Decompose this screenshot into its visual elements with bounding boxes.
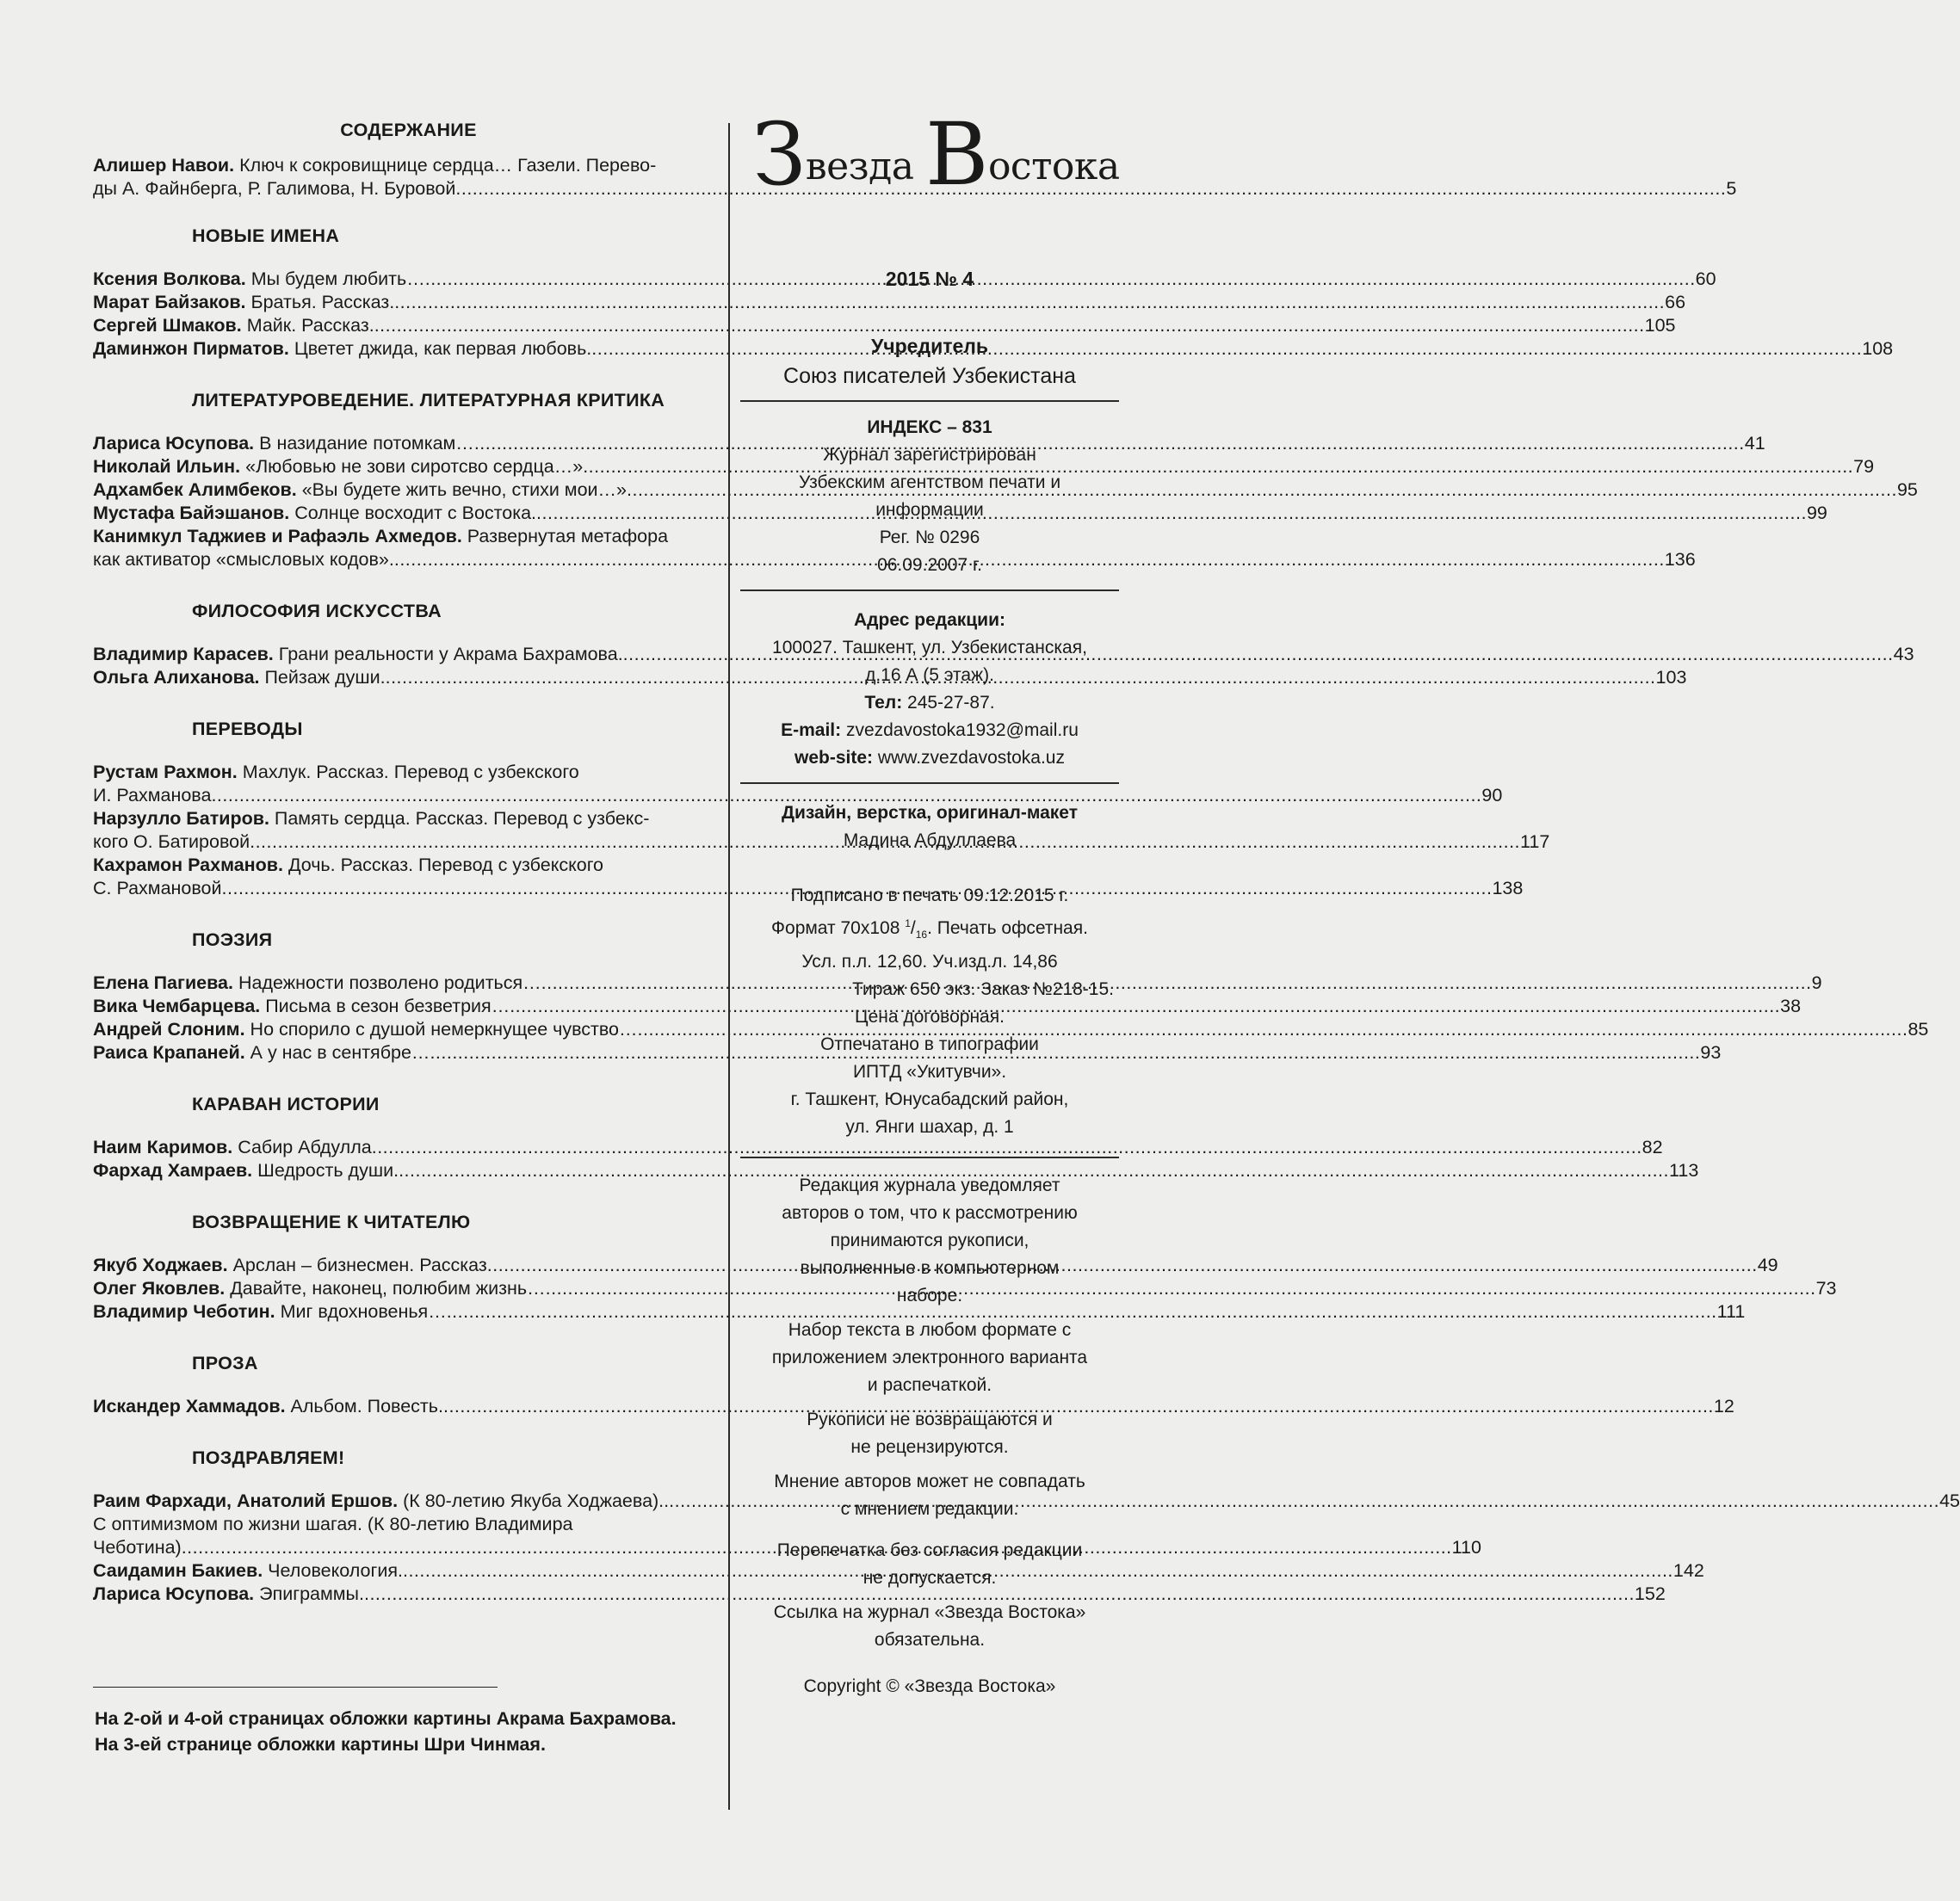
entry-page: 95 (1896, 479, 1918, 500)
format-denominator: 16 (915, 929, 928, 941)
print-line: г. Ташкент, Юнусабадский район, (790, 1089, 1069, 1110)
entry-author: Даминжон Пирматов. (93, 338, 289, 359)
designer-name: Мадина Абдуллаева (843, 830, 1017, 850)
toc-entry[interactable] (93, 1395, 1734, 1418)
divider (740, 1157, 1119, 1158)
entry-page: 136 (1664, 549, 1696, 570)
phone-number: 245-27-87. (902, 693, 995, 713)
entry-page: 105 (1644, 315, 1676, 336)
entry-author: Наим Каримов. (93, 1137, 233, 1157)
entry-text (93, 666, 386, 689)
entry-text (93, 268, 425, 291)
toc-entry[interactable] (93, 761, 1503, 807)
registration-line: Журнал зарегистрирован (823, 445, 1036, 465)
registration-line: Узбекским агентством печати и (798, 472, 1061, 492)
entry-page: 38 (1780, 996, 1802, 1016)
logo-text: везда (805, 145, 925, 188)
entry-text (93, 1559, 403, 1583)
toc-entry[interactable] (93, 314, 1676, 337)
leader-dots (487, 1254, 1758, 1277)
entry-title: Давайте, наконец, полюбим жизнь… (225, 1278, 546, 1299)
format-text: . Печать офсетная. (927, 918, 1088, 938)
entry-title-cont: ды А. Файнберга, Р. Галимова, Н. Буровой (93, 178, 456, 199)
copyright: Copyright © «Звезда Востока» (803, 1676, 1056, 1697)
entry-author: Андрей Слоним. (93, 1019, 245, 1040)
entry-page: 66 (1665, 292, 1686, 312)
entry-author: Мустафа Байэшанов. (93, 503, 290, 523)
entry-title: Эпиграммы. (254, 1583, 364, 1604)
entry-title: Но спорило с душой немеркнущее чувство… (244, 1019, 638, 1040)
entry-title: Память сердца. Рассказ. Перевод с узбекс- (269, 808, 650, 829)
print-format: Формат 70х108 $^1/_{16}$. Печать офсетная. (771, 917, 1088, 941)
print-line: Тираж 650 экз. Заказ №218-15. (852, 979, 1114, 1000)
logo-text: остока (987, 145, 1120, 188)
section-heading: ЛИТЕРАТУРОВЕДЕНИЕ. ЛИТЕРАТУРНАЯ КРИТИКА (192, 390, 665, 410)
entry-title-cont: как активатор «смысловых кодов». (93, 549, 394, 570)
entry-title: Сабир Абдулла (232, 1137, 372, 1157)
entry-author: Сергей Шмаков. (93, 315, 242, 336)
entry-page: 117 (1520, 831, 1550, 852)
entry-author: Ксения Волкова. (93, 268, 246, 289)
entry-title: Ключ к сокровищнице сердца… Газели. Перево- (234, 155, 657, 176)
entry-page: 90 (1481, 785, 1503, 805)
entry-text (93, 314, 374, 337)
entry-text (93, 1136, 372, 1159)
entry-title-cont: Чеботина) (93, 1537, 182, 1558)
entry-page: 110 (1451, 1537, 1481, 1558)
section-heading: ПЕРЕВОДЫ (192, 719, 303, 739)
entry-author: Владимир Чеботин. (93, 1301, 275, 1322)
notice-line: авторов о том, что к рассмотрению (782, 1203, 1078, 1224)
divider (740, 589, 1119, 591)
entry-author: Елена Пагиева. (93, 972, 233, 993)
entry-page: 108 (1862, 338, 1894, 359)
toc-entry[interactable] (93, 1583, 1666, 1606)
entry-title-cont: С. Рахмановой (93, 878, 222, 898)
entry-page: 45 (1939, 1491, 1960, 1511)
masthead (745, 104, 1120, 1700)
notice-line: Редакция журнала уведомляет (799, 1176, 1060, 1196)
format-text: Формат 70х108 (771, 918, 906, 938)
entry-author: Канимкул Таджиев и Рафаэль Ахмедов. (93, 526, 462, 546)
entry-text (93, 1159, 399, 1182)
entry-title: «Вы будете жить вечно, стихи мои…» (296, 479, 628, 500)
phone-label: Тел: (864, 693, 903, 713)
entry-title: С оптимизмом по жизни шагая. (К 80-летию Владимира (93, 1514, 573, 1534)
print-line: Цена договорная. (855, 1007, 1005, 1028)
notice-line: выполненные в компьютерном (800, 1258, 1060, 1279)
entry-title: А у нас в сентябре… (244, 1042, 430, 1063)
divider (740, 400, 1119, 402)
entry-page: 5 (1726, 178, 1737, 199)
divider (740, 782, 1119, 784)
notice-line: наборе. (896, 1286, 963, 1306)
entry-author: Марат Байзаков. (93, 292, 246, 312)
format-numerator: 1 (905, 917, 911, 929)
entry-title: Грани реальности у Акрама Бахрамова. (273, 644, 623, 664)
entry-text (93, 1277, 546, 1300)
entry-author: Фархад Хамраев. (93, 1160, 253, 1181)
notice-line: Набор текста в любом формате с (788, 1320, 1072, 1341)
footnote-rule (93, 1687, 498, 1688)
entry-author: Раиса Крапаней. (93, 1042, 245, 1063)
entry-text (93, 1300, 447, 1324)
entry-author: Нарзулло Батиров. (93, 808, 269, 829)
entry-text (93, 337, 591, 361)
entry-text (93, 643, 623, 666)
toc-entry[interactable] (93, 1136, 1663, 1159)
entry-page: 12 (1713, 1396, 1734, 1416)
registration-line: информации (875, 500, 984, 520)
entry-title: Письма в сезон безветрия… (260, 996, 510, 1016)
toc-entry[interactable] (93, 291, 1686, 314)
registration-block (745, 441, 1114, 579)
entry-title: Арслан – бизнесмен. Рассказ (227, 1255, 487, 1275)
entry-title: Пейзаж души. (259, 667, 386, 688)
entry-title: Развернутая метафора (461, 526, 669, 546)
entry-page: 113 (1669, 1160, 1699, 1181)
print-line: ул. Янги шахар, д. 1 (845, 1117, 1014, 1138)
entry-author: Алишер Навои. (93, 155, 235, 176)
entry-page: 93 (1700, 1042, 1722, 1063)
entry-author: Олег Яковлев. (93, 1278, 226, 1299)
issue-number: 2015 № 4 (885, 268, 974, 290)
entry-title-cont: кого О. Батировой (93, 831, 250, 852)
entry-author: Якуб Ходжаев. (93, 1255, 228, 1275)
leader-dots (536, 502, 1807, 525)
entry-page: 73 (1815, 1278, 1837, 1299)
entry-author: Раим Фархади, Анатолий Ершов. (93, 1491, 399, 1511)
notice-line: обязательна. (874, 1630, 986, 1651)
entry-text (93, 1018, 638, 1041)
section-heading: ПОЭЗИЯ (192, 929, 273, 950)
column-divider (728, 123, 730, 1810)
address-label: Адрес редакции: (854, 610, 1005, 630)
entry-text (93, 432, 474, 455)
logo-initial: В (924, 104, 988, 205)
entry-page: 49 (1757, 1255, 1778, 1275)
entry-title: Надежности позволено родиться… (233, 972, 541, 993)
entry-text (93, 291, 394, 314)
logo-initial: З (752, 104, 806, 205)
cover-art-note-line: На 3-ей странице обложки картины Шри Чинмая. (95, 1734, 546, 1755)
notice-line: не рецензируются. (850, 1437, 1009, 1458)
entry-text (93, 995, 510, 1018)
entry-page: 111 (1716, 1301, 1746, 1322)
entry-page: 82 (1642, 1137, 1663, 1157)
leader-dots (546, 1277, 1816, 1300)
entry-title: Братья. Рассказ. (245, 292, 395, 312)
entry-title: Солнце восходит с Востока. (289, 503, 537, 523)
entry-title-cont: И. Рахманова (93, 785, 212, 805)
website-url[interactable]: www.zvezdavostoka.uz (873, 748, 1065, 768)
email-label: E-mail: (781, 720, 842, 740)
entry-title: (К 80-летию Якуба Ходжаева).. (398, 1491, 670, 1511)
section-heading: ФИЛОСОФИЯ ИСКУССТВА (192, 601, 442, 621)
entry-author: Лариса Юсупова. (93, 1583, 255, 1604)
notice-line: с мнением редакции. (840, 1499, 1019, 1520)
website-label: web-site: (795, 748, 874, 768)
entry-title: Шедрость души. (252, 1160, 399, 1181)
entry-text (93, 478, 627, 502)
email-address[interactable]: zvezdavostoka1932@mail.ru (841, 720, 1079, 740)
entry-text (93, 502, 536, 525)
toc-entry[interactable] (93, 1018, 1929, 1041)
entry-page: 103 (1655, 667, 1687, 688)
entry-page: 41 (1744, 433, 1765, 454)
phone (745, 689, 1114, 717)
address-line: д.16 А (5 этаж). (865, 665, 994, 685)
entry-page: 9 (1811, 972, 1822, 993)
entry-author: Рустам Рахмон. (93, 762, 238, 782)
entry-page: 152 (1634, 1583, 1666, 1604)
entry-title: Миг вдохновенья… (275, 1301, 447, 1322)
leader-dots (541, 972, 1812, 995)
founder-name: Союз писателей Узбекистана (783, 364, 1076, 388)
entry-page: 99 (1806, 503, 1827, 523)
entry-author: Искандер Хаммадов. (93, 1396, 286, 1416)
entry-title: Цветет джида, как первая любовь. (288, 338, 592, 359)
section-heading: КАРАВАН ИСТОРИИ (192, 1094, 380, 1114)
entry-text (93, 1395, 443, 1418)
entry-page: 138 (1492, 878, 1524, 898)
entry-text (93, 972, 541, 995)
design-label: Дизайн, верстка, оригинал-макет (782, 803, 1078, 823)
entry-author: Кахрамон Рахманов. (93, 855, 283, 875)
cover-art-note (95, 1706, 732, 1757)
notice-line: и распечаткой. (867, 1375, 992, 1396)
cover-art-note-line: На 2-ой и 4-ой страницах обложки картины Акрама Бахрамова. (95, 1708, 677, 1729)
notice-line: Мнение авторов может не совпадать (774, 1472, 1085, 1492)
entry-title: Махлук. Рассказ. Перевод с узбекского (237, 762, 579, 782)
toc-title: СОДЕРЖАНИЕ (340, 120, 477, 140)
notice-line: принимаются рукописи, (830, 1231, 1029, 1251)
entry-author: Вика Чембарцева. (93, 996, 261, 1016)
entry-author: Лариса Юсупова. (93, 433, 255, 454)
entry-title: Мы будем любить… (245, 268, 425, 289)
toc-entry[interactable] (93, 1159, 1699, 1182)
entry-page: 85 (1907, 1019, 1929, 1040)
entry-text (93, 455, 583, 478)
entry-title: В назидание потомкам… (254, 433, 474, 454)
entry-text (93, 1490, 669, 1513)
entry-author: Саидамин Бакиев. (93, 1560, 263, 1581)
entry-page: 142 (1672, 1560, 1704, 1581)
subscription-index: ИНДЕКС – 831 (867, 417, 992, 437)
address-line: 100027. Ташкент, ул. Узбекистанская, (772, 638, 1087, 657)
entry-author: Адхамбек Алимбеков. (93, 479, 297, 500)
entry-author: Николай Ильин. (93, 456, 241, 477)
notice-line: не допускается. (863, 1568, 997, 1589)
entry-page: 79 (1853, 456, 1875, 477)
entry-text (93, 1583, 364, 1606)
print-line: ИПТД «Укитувчи». (852, 1062, 1007, 1083)
entry-title: «Любовью не зови сиротсво сердца…» (240, 456, 584, 477)
notice-line: приложением электронного варианта (771, 1348, 1088, 1368)
notice-line: Перепечатка без согласия редакции (776, 1540, 1083, 1561)
entry-page: 43 (1893, 644, 1914, 664)
section-heading: НОВЫЕ ИМЕНА (192, 225, 340, 246)
print-line: Отпечатано в типографии (820, 1034, 1039, 1055)
signed-date: Подписано в печать 09.12.2015 г. (790, 886, 1069, 905)
entry-title: Майк. Рассказ. (241, 315, 374, 336)
magazine-logo (752, 104, 1120, 205)
entry-author: Владимир Карасев. (93, 644, 274, 664)
entry-title: Человекология. (263, 1560, 403, 1581)
notice-line: Ссылка на журнал «Звезда Востока» (773, 1602, 1086, 1623)
website (745, 744, 1114, 772)
founder-label: Учредитель (870, 335, 989, 357)
editorial-notice (745, 1172, 1114, 1654)
entry-title: Альбом. Повесть. (285, 1396, 443, 1416)
registration-line: Рег. № 0296 (879, 528, 980, 547)
entry-text (93, 1041, 430, 1065)
entry-title: Дочь. Рассказ. Перевод с узбекского (282, 855, 604, 875)
leader-dots (510, 995, 1780, 1018)
print-line: Усл. п.л. 12,60. Уч.изд.л. 14,86 (801, 952, 1058, 972)
entry-text (93, 1254, 487, 1277)
section-heading: ПОЗДРАВЛЯЕМ! (192, 1447, 345, 1468)
section-heading: ПРОЗА (192, 1353, 258, 1373)
entry-author: Ольга Алиханова. (93, 667, 260, 688)
notice-line: Рукописи не возвращаются и (807, 1410, 1053, 1430)
section-heading: ВОЗВРАЩЕНИЕ К ЧИТАТЕЛЮ (192, 1212, 471, 1232)
toc-entry[interactable] (93, 1300, 1746, 1324)
registration-line: 06.09.2007 г. (877, 555, 982, 575)
entry-page: 60 (1695, 268, 1716, 289)
email (745, 717, 1114, 744)
